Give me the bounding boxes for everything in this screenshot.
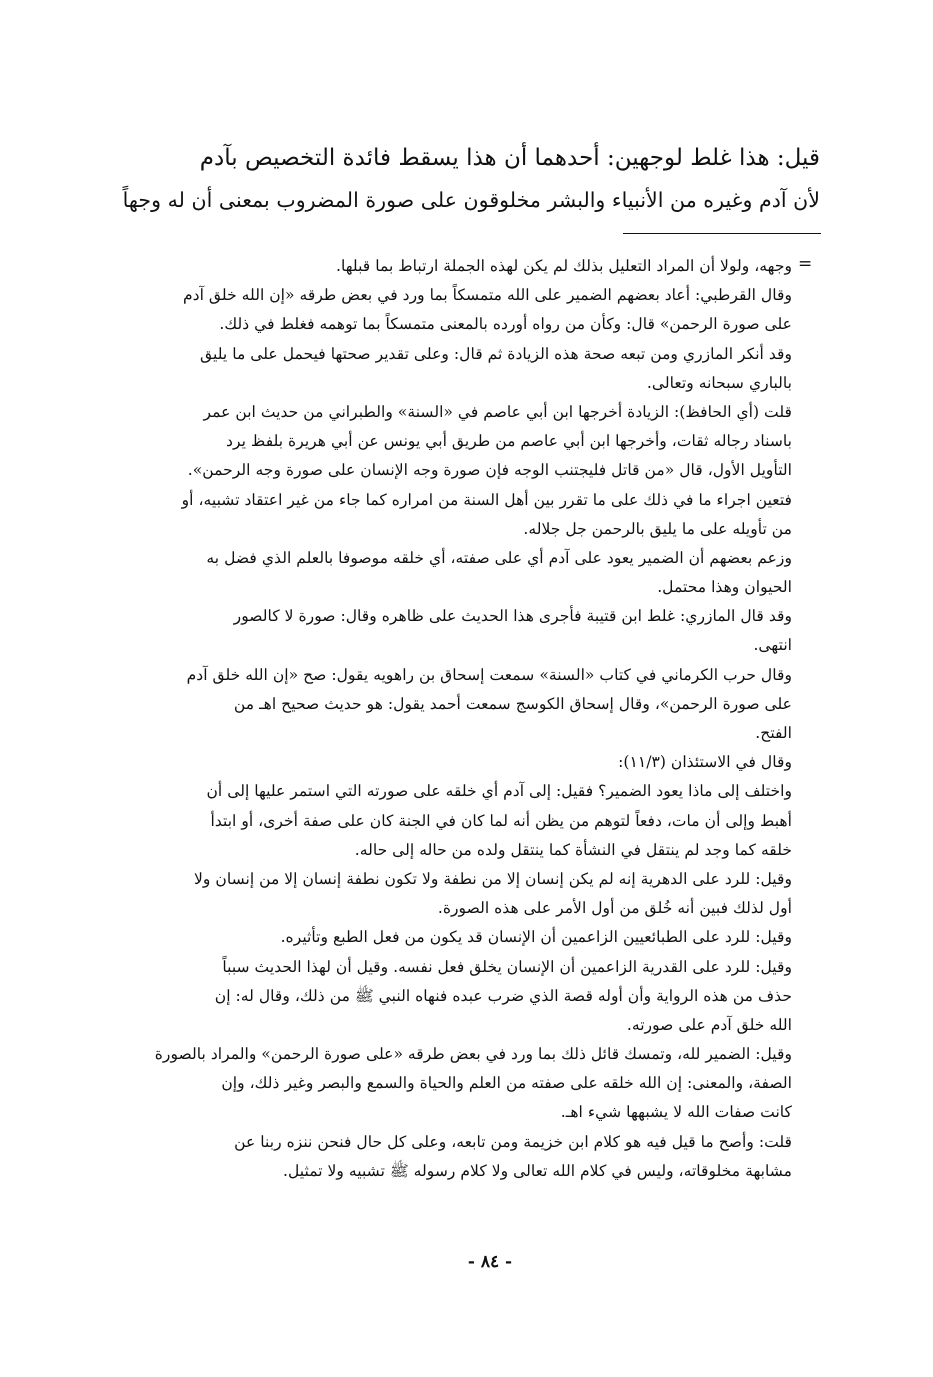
page-number: - ٨٤ - — [467, 1252, 513, 1272]
footnote-line: الفتح. — [755, 724, 792, 742]
footnote-line: انتهى. — [753, 636, 792, 655]
main-text-line-1: قيل: هذا غلط لوجهين: أحدهما أن هذا يسقط فائدة التخصيص بآدم — [199, 145, 820, 171]
footnote-line: كانت صفات الله لا يشبهها شيء اهـ. — [560, 1103, 792, 1122]
footnote-line: خلقه كما وجد لم ينتقل في النشأة كما ينتقل ولده من حاله إلى حاله. — [354, 840, 792, 859]
footnote-line: وقال القرطبي: أعاد بعضهم الضمير على الله متمسكاً بما ورد في بعض طرقه «إن الله خلق آدم — [183, 286, 792, 305]
footnote-line: واختلف إلى ماذا يعود الضمير؟ فقيل: إلى آدم أي خلقه على صورته التي استمر عليها إلى أن — [206, 782, 792, 801]
footnote-line: وقد أنكر المازري ومن تبعه صحة هذه الزيادة ثم قال: وعلى تقدير صحتها فيحمل على ما يليق — [200, 344, 792, 363]
footnote-line: الحيوان وهذا محتمل. — [657, 578, 792, 597]
footnote-line: على صورة الرحمن»، وقال إسحاق الكوسج سمعت أحمد يقول: هو حديث صحيح اهـ من — [233, 694, 792, 713]
footnote-separator — [623, 233, 821, 234]
footnote-line: أول لذلك فبين أنه خُلق من أول الأمر على هذه الصورة. — [437, 899, 792, 918]
footnote-line: باسناد رجاله ثقات، وأخرجها ابن أبي عاصم من طريق أبي يونس عن أبي هريرة بلفظ يرد — [226, 432, 792, 451]
footnote-line: التأويل الأول، قال «من قاتل فليجتنب الوجه فإن صورة وجه الإنسان على صورة وجه الرحمن». — [187, 461, 792, 480]
footnote-line: على صورة الرحمن» قال: وكأن من رواه أورده بالمعنى متمسكاً بما توهمه فغلط في ذلك. — [219, 315, 792, 334]
footnote-line: فتعين اجراء ما في ذلك على ما تقرر بين أهل السنة من امراره كما جاء من غير اعتقاد تشبيه، أو — [181, 490, 792, 509]
footnote-line: وجهه، ولولا أن المراد التعليل بذلك لم يكن لهذه الجملة ارتباط بما قبلها. — [336, 257, 792, 275]
footnote-line: من تأويله على ما يليق بالرحمن جل جلاله. — [523, 519, 792, 538]
footnote-line: وزعم بعضهم أن الضمير يعود على آدم أي على صفته، أي خلقه موصوفا بالعلم الذي فضل به — [206, 548, 792, 567]
footnote-line: وقال في الاستئذان (١١/٣): — [618, 753, 792, 772]
footnote-line: وقال حرب الكرماني في كتاب «السنة» سمعت إسحاق بن راهويه يقول: صح «إن الله خلق آدم — [186, 665, 792, 684]
footnote-line: أهبط وإلى أن مات، دفعاً لتوهم من يظن أنه لما كان في الجنة كان على صفة أخرى، أو ابتدأ — [210, 811, 792, 830]
footnote-line: قلت (أي الحافظ): الزيادة أخرجها ابن أبي عاصم في «السنة» والطبراني من حديث ابن عمر — [203, 402, 792, 421]
footnote-line: وقيل: للرد على الطبائعيين الزاعمين أن الإنسان قد يكون من فعل الطبع وتأثيره. — [280, 928, 792, 947]
footnote-line: حذف من هذه الرواية وأن أوله قصة الذي ضرب عبده فنهاه النبي ﷺ من ذلك، وقال له: إن — [214, 986, 792, 1005]
footnote-line: وقيل: الضمير لله، وتمسك قائل ذلك بما ورد في بعض طرقه «على صورة الرحمن» والمراد بالصورة — [154, 1045, 792, 1064]
footnote-line: وقد قال المازري: غلط ابن قتيبة فأجرى هذا الحديث على ظاهره وقال: صورة لا كالصور — [233, 607, 792, 626]
footnote-line: وقيل: للرد على القدرية الزاعمين أن الإنسان يخلق فعل نفسه. وقيل أن لهذا الحديث سبباً — [222, 957, 792, 976]
footnote-continuation-marker: = — [798, 254, 813, 274]
footnote-line: الله خلق آدم على صورته. — [626, 1015, 792, 1034]
footnote-line: مشابهة مخلوقاته، وليس في كلام الله تعالى ولا كلام رسوله ﷺ تشبيه ولا تمثيل. — [283, 1161, 792, 1180]
footnote-line: وقيل: للرد على الدهرية إنه لم يكن إنسان إلا من نطفة ولا تكون نطفة إنسان إلا من إنسان ولا — [193, 869, 792, 888]
footnote-line: الصفة، والمعنى: إن الله خلقه على صفته من العلم والحياة والسمع والبصر وغير ذلك، وإن — [221, 1074, 792, 1093]
footnote-line: بالباري سبحانه وتعالى. — [646, 373, 792, 392]
footnotes-block — [130, 252, 792, 1186]
main-text-line-2: لأن آدم وغيره من الأنبياء والبشر مخلوقون على صورة المضروب بمعنى أن له وجهاً — [122, 188, 820, 212]
footnote-line: قلت: وأصح ما قيل فيه هو كلام ابن خزيمة ومن تابعه، وعلى كل حال فنحن ننزه ربنا عن — [234, 1132, 792, 1151]
